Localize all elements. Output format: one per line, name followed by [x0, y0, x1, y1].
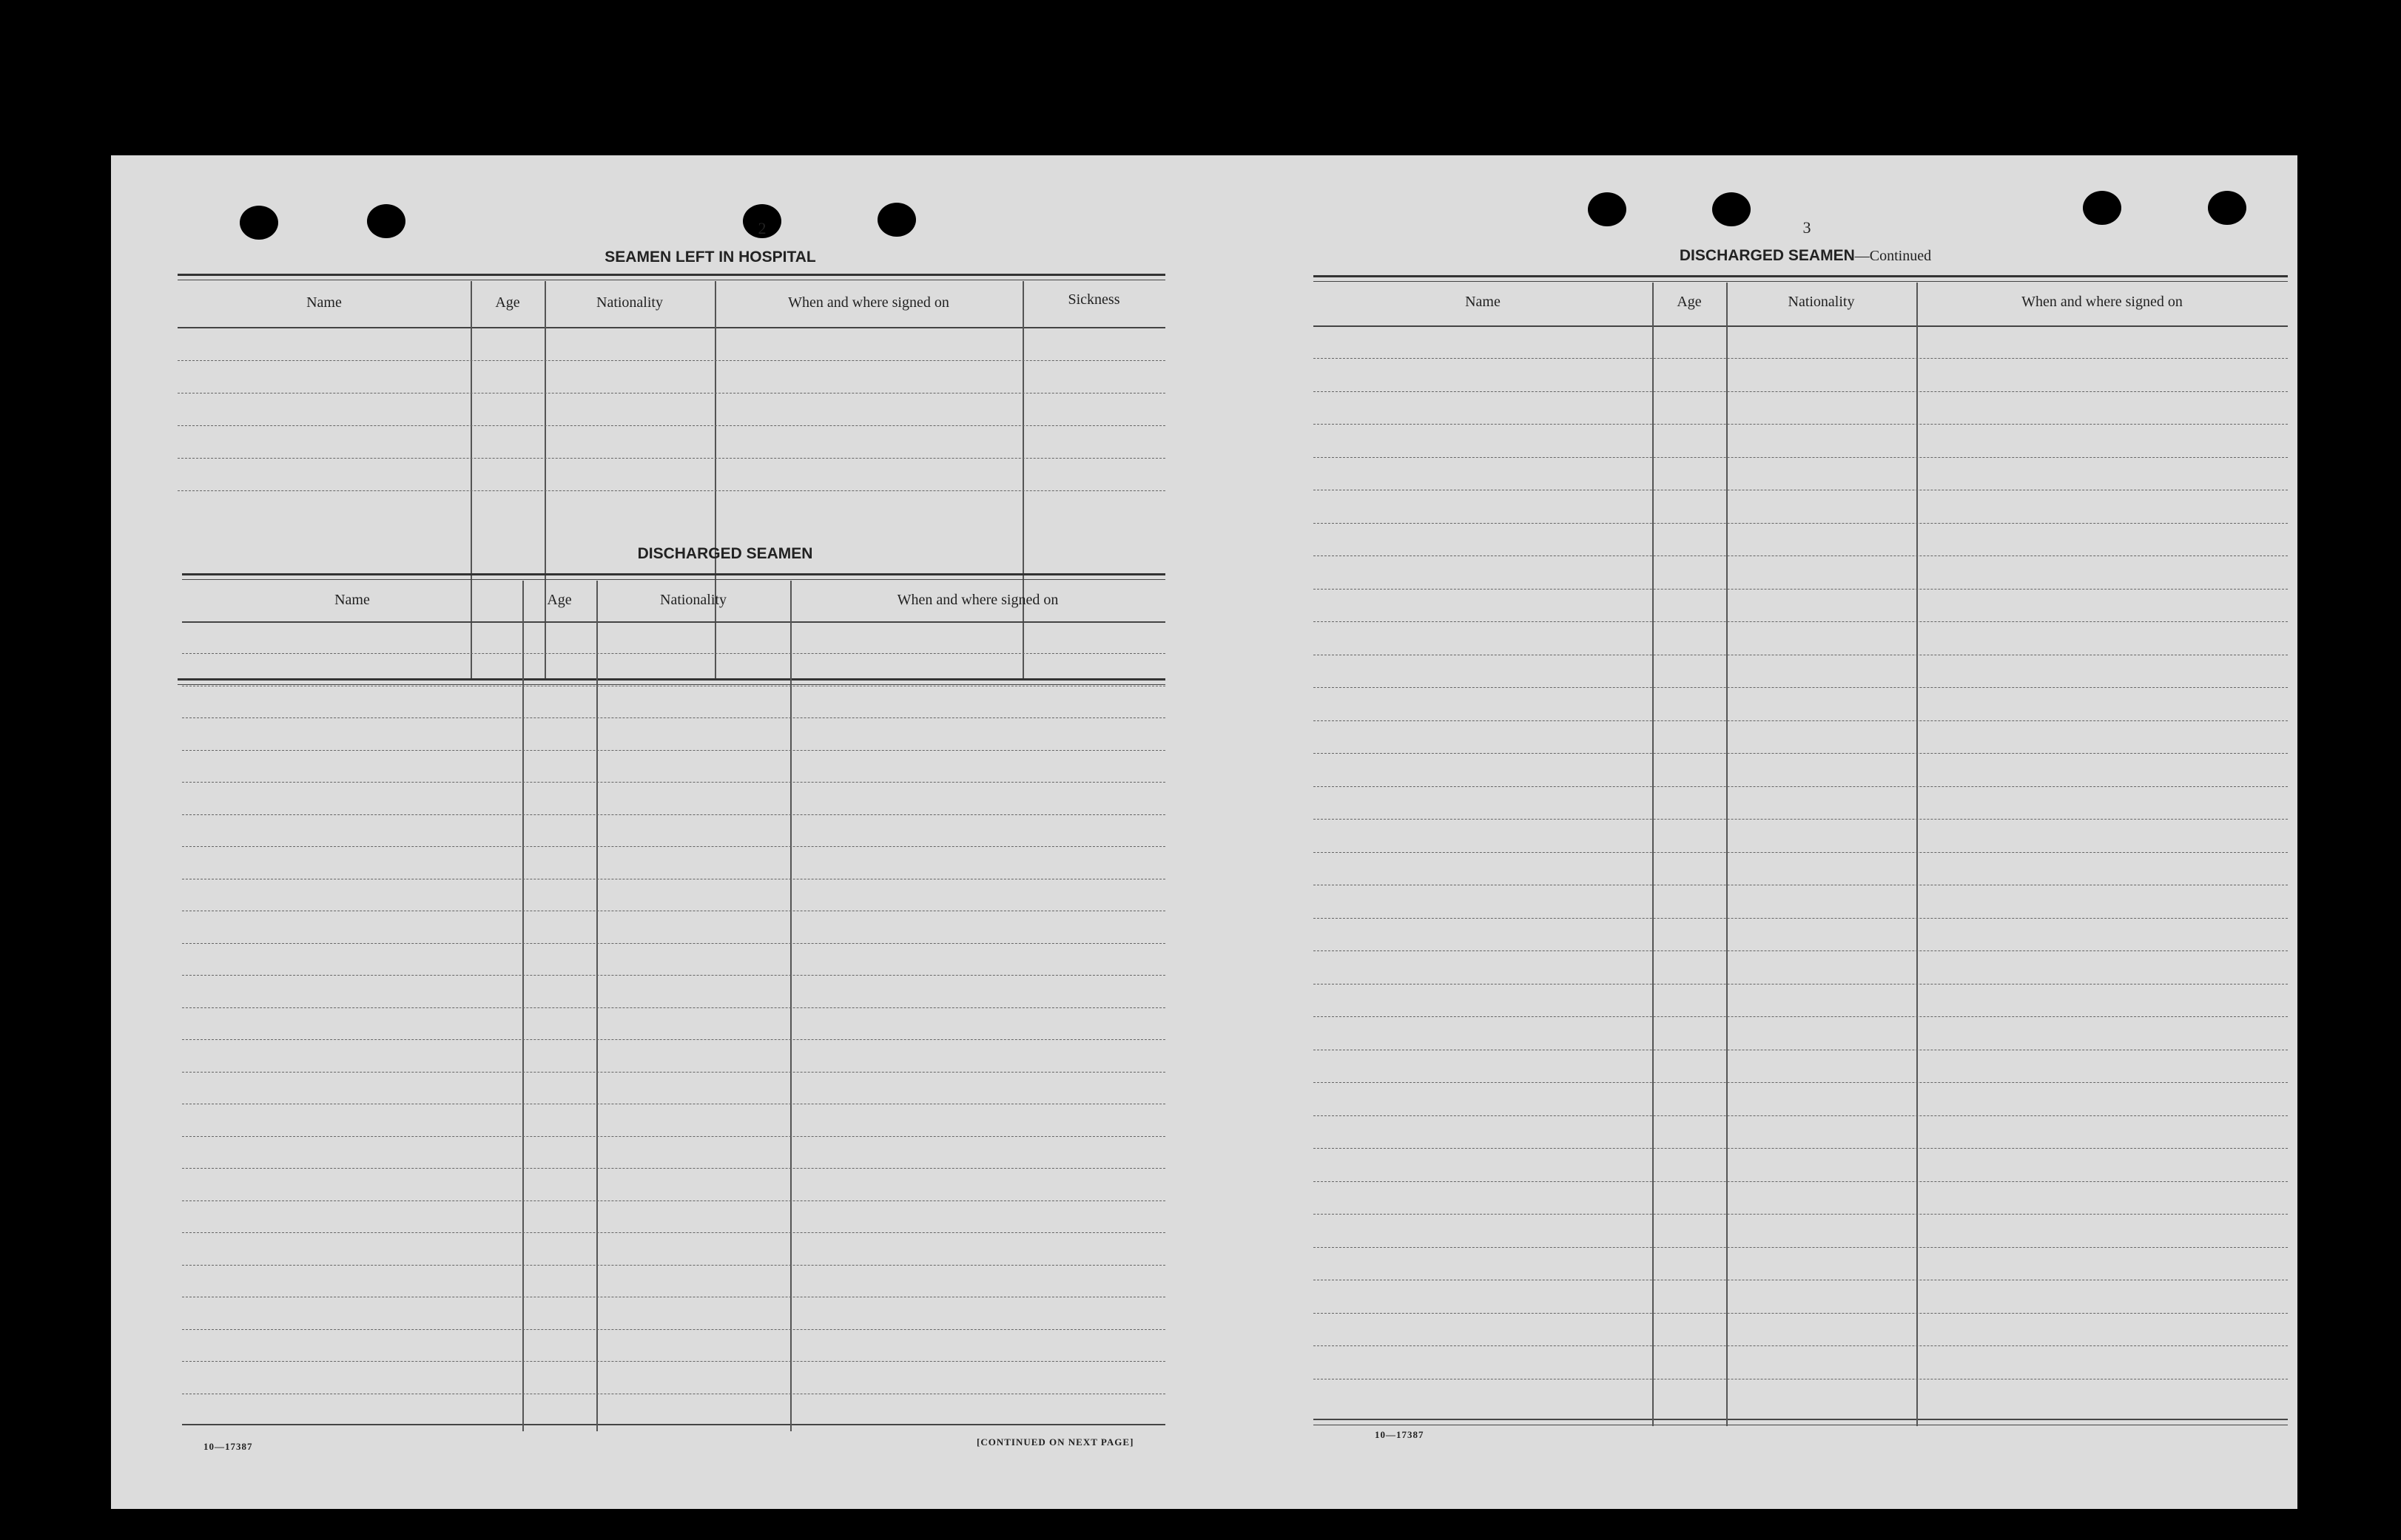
discharged-continued-table	[1313, 275, 2288, 1429]
table-row-line	[1313, 1082, 2288, 1083]
column-header-age: Age	[495, 294, 520, 311]
table-row-line	[182, 1361, 1165, 1362]
table-row-line	[1313, 523, 2288, 524]
table-row-line	[182, 814, 1165, 815]
table-row-line	[1313, 457, 2288, 458]
table-row-line	[182, 717, 1165, 718]
table-row-line	[182, 1232, 1165, 1233]
column-header-signed-on: When and where signed on	[2021, 294, 2183, 310]
discharged-continued-title	[1620, 247, 1990, 265]
table-row-line	[1313, 819, 2288, 820]
binder-hole	[1712, 192, 1751, 226]
table-row-line	[1313, 720, 2288, 721]
page-number: 3	[1802, 218, 1811, 237]
column-header-name: Name	[334, 592, 370, 608]
table-row-line	[1313, 687, 2288, 688]
table-row-line	[182, 1265, 1165, 1266]
table-row-line	[178, 490, 1165, 491]
column-header-nationality: Nationality	[1788, 294, 1855, 310]
table-row-line	[1313, 1115, 2288, 1116]
table-row-line	[182, 653, 1165, 654]
binder-hole	[240, 206, 278, 240]
table-row-line	[1313, 1345, 2288, 1346]
table-row-line	[1313, 984, 2288, 985]
table-row-line	[182, 846, 1165, 847]
table-row-line	[1313, 1247, 2288, 1248]
form-number: 10—17387	[203, 1441, 253, 1452]
table-row-line	[1313, 621, 2288, 622]
table-row-line	[1313, 1181, 2288, 1182]
table-row-line	[182, 1007, 1165, 1008]
binder-hole	[878, 203, 916, 237]
table-row-line	[182, 1136, 1165, 1137]
left-page	[111, 155, 1206, 1509]
table-row-line	[1313, 753, 2288, 754]
table-row-line	[1313, 918, 2288, 919]
table-row-line	[1313, 1016, 2288, 1017]
table-row-line	[182, 975, 1165, 976]
table-row-line	[182, 750, 1165, 751]
table-row-line	[1313, 786, 2288, 787]
column-header-signed-on: When and where signed on	[788, 294, 949, 311]
table-row-line	[178, 458, 1165, 459]
column-header-age: Age	[547, 592, 572, 608]
continued-note: [CONTINUED ON NEXT PAGE]	[977, 1436, 1134, 1448]
column-header-name: Name	[306, 294, 342, 311]
column-header-nationality: Nationality	[660, 592, 727, 608]
binder-hole	[2208, 191, 2246, 225]
table-row-line	[1313, 424, 2288, 425]
column-header-nationality: Nationality	[596, 294, 663, 311]
table-row-line	[182, 782, 1165, 783]
binder-hole	[1588, 192, 1626, 226]
table-row-line	[1313, 555, 2288, 556]
discharged-table	[182, 573, 1165, 1431]
binder-hole	[2083, 191, 2121, 225]
hospital-section-title: SEAMEN LEFT IN HOSPITAL	[605, 249, 816, 266]
table-row-line	[182, 1072, 1165, 1073]
table-row-line	[1313, 1214, 2288, 1215]
column-header-name: Name	[1465, 294, 1501, 310]
table-row-line	[182, 1329, 1165, 1330]
table-row-line	[182, 1039, 1165, 1040]
table-row-line	[178, 393, 1165, 394]
discharged-title-main: DISCHARGED SEAMEN	[1679, 247, 1855, 264]
table-row-line	[182, 1168, 1165, 1169]
column-header-sickness: Sickness	[1068, 291, 1120, 308]
discharged-section-title: DISCHARGED SEAMEN	[637, 545, 813, 562]
table-row-line	[1313, 1313, 2288, 1314]
form-sheet	[111, 155, 2297, 1509]
table-row-line	[178, 360, 1165, 361]
column-header-signed-on: When and where signed on	[897, 592, 1059, 608]
form-number: 10—17387	[1375, 1429, 1424, 1440]
column-header-age: Age	[1677, 294, 1702, 310]
table-row-line	[182, 1200, 1165, 1201]
page-number: 2	[758, 219, 767, 237]
table-row-line	[1313, 589, 2288, 590]
right-page	[1206, 155, 2297, 1509]
table-row-line	[1313, 1148, 2288, 1149]
table-row-line	[1313, 358, 2288, 359]
table-row-line	[1313, 852, 2288, 853]
table-row-line	[1313, 391, 2288, 392]
table-row-line	[1313, 950, 2288, 951]
table-row-line	[182, 943, 1165, 944]
table-row-line	[178, 425, 1165, 426]
discharged-title-suffix: —Continued	[1854, 248, 1932, 264]
binder-hole	[367, 204, 405, 238]
